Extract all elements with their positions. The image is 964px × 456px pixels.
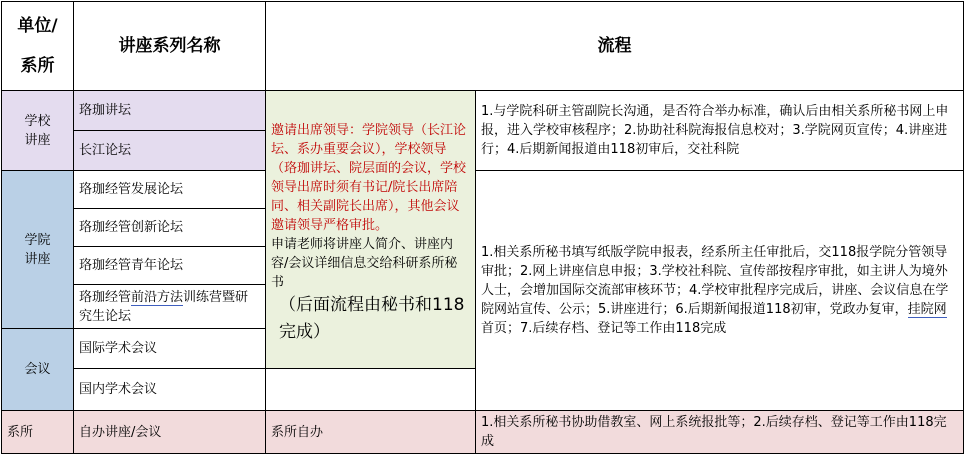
category-college-label: 学院讲座 [24, 232, 51, 267]
college-process-link[interactable]: 挂院网 [907, 302, 947, 317]
header-unit-line1: 单位/ [17, 16, 58, 36]
category-conference: 会议 [2, 329, 74, 411]
training-suffix: 训练营暨研究生论坛 [79, 289, 249, 324]
lecture-training-camp [74, 285, 266, 329]
row-school-1 [2, 91, 964, 131]
training-prefix: 珞珈经管 [79, 289, 132, 305]
lecture-process-table [1, 1, 964, 454]
college-process [476, 171, 964, 411]
middle-notes [266, 91, 476, 369]
lecture-development-forum: 珞珈经管发展论坛 [74, 171, 266, 209]
leader-invitation-note: 邀请出席领导：学院领导（长江论坛、系办重要会议），学校领导（珞珈讲坛、院层面的会议，学校领导出席时须有书记/院长出席陪同、相关副院长出席），其他会议邀请领导严格审批。 [271, 123, 467, 233]
dept-middle: 系所自办 [266, 411, 476, 454]
category-school-label: 学校讲座 [24, 113, 51, 148]
later-process-note: （后面流程由秘书和118完成） [279, 295, 465, 342]
category-school [2, 91, 74, 171]
header-row [2, 2, 964, 91]
conference-domestic: 国内学术会议 [74, 369, 266, 411]
school-process: 1.与学院科研主管副院长沟通，是否符合举办标准，确认后由相关系所秘书网上申报，进入学校审核程序；2.协助社科院海报信息校对；3.学院网页宣传；4.讲座进行；4.后期新闻报道由118初审后，交社科院 [476, 91, 964, 171]
category-dept: 系所 [2, 411, 74, 454]
dept-process: 1.相关系所秘书协助借教室、网上系统报批等；2.后续存档、登记等工作由118完成 [476, 411, 964, 454]
header-unit-line2: 系所 [20, 56, 55, 76]
category-college [2, 171, 74, 329]
dept-series: 自办讲座/会议 [74, 411, 266, 454]
row-dept [2, 411, 964, 454]
training-underlined: 前沿方法 [131, 289, 184, 305]
header-process: 流程 [266, 2, 964, 91]
college-process-part2: 首页；7.后续存档、登记等工作由118完成 [481, 321, 727, 336]
row-college-1 [2, 171, 964, 209]
header-series: 讲座系列名称 [74, 2, 266, 91]
lecture-changjiang-forum: 长江论坛 [74, 131, 266, 171]
application-note: 申请老师将讲座人简介、讲座内容/会议详细信息交给科研系所秘书 [271, 237, 458, 290]
college-process-part1: 1.相关系所秘书填写纸版学院申报表，经系所主任审批后，交118报学院分管领导审批；2.网上讲座信息申报；3.学校社科院、宣传部按程序审批，如主讲人为境外人士，会增加国际交流部审核环节；4.学校审批程序完成后，讲座、会议信息在学院网站宣传、公示；5.讲座进行；6.后期新闻报道118初审，党政办复审， [481, 245, 949, 317]
lecture-youth-forum: 珞珈经管青年论坛 [74, 247, 266, 285]
conference-international: 国际学术会议 [74, 329, 266, 369]
lecture-innovation-forum: 珞珈经管创新论坛 [74, 209, 266, 247]
middle-blank-cell [266, 369, 476, 411]
lecture-luojia-forum: 珞珈讲坛 [74, 91, 266, 131]
header-unit [2, 2, 74, 91]
